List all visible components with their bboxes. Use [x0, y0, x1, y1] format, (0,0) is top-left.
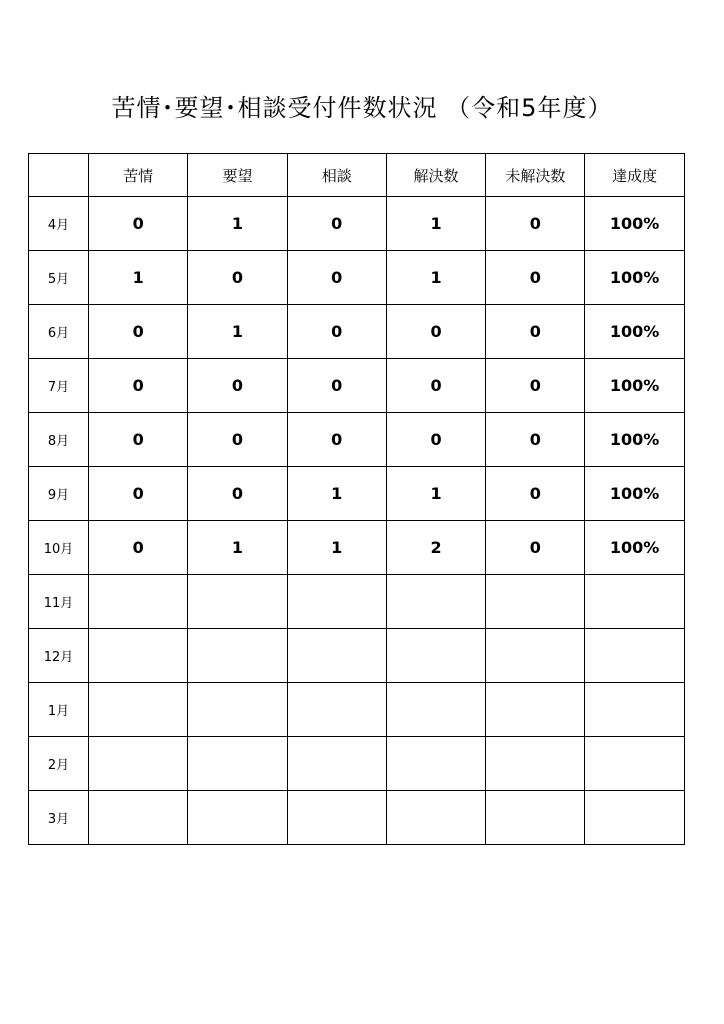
cell-achievement: 100%	[585, 305, 684, 359]
header-resolved: 解決数	[386, 154, 485, 197]
table-row	[29, 683, 685, 737]
table-row	[29, 575, 685, 629]
cell-resolved	[386, 791, 485, 845]
cell-achievement	[585, 791, 684, 845]
cell-requests: 0	[188, 359, 287, 413]
cell-unresolved	[486, 791, 585, 845]
cell-resolved: 1	[386, 251, 485, 305]
row-month-label: 2月	[29, 737, 89, 791]
cell-complaints	[89, 737, 188, 791]
cell-unresolved: 0	[486, 359, 585, 413]
cell-consultations: 0	[287, 413, 386, 467]
cell-complaints: 0	[89, 305, 188, 359]
header-month-corner	[29, 154, 89, 197]
complaints-table	[28, 153, 685, 845]
cell-resolved: 1	[386, 467, 485, 521]
cell-resolved: 1	[386, 197, 485, 251]
cell-achievement: 100%	[585, 521, 684, 575]
row-month-label: 11月	[29, 575, 89, 629]
table-row	[29, 521, 685, 575]
table-row	[29, 197, 685, 251]
cell-consultations: 1	[287, 521, 386, 575]
table-header-row	[29, 154, 685, 197]
table-row	[29, 467, 685, 521]
table-row	[29, 791, 685, 845]
cell-unresolved	[486, 575, 585, 629]
cell-resolved: 0	[386, 413, 485, 467]
cell-requests: 1	[188, 197, 287, 251]
cell-achievement: 100%	[585, 467, 684, 521]
cell-achievement: 100%	[585, 251, 684, 305]
cell-consultations	[287, 629, 386, 683]
row-month-label: 6月	[29, 305, 89, 359]
cell-complaints	[89, 629, 188, 683]
cell-resolved	[386, 737, 485, 791]
cell-resolved	[386, 629, 485, 683]
cell-requests: 1	[188, 521, 287, 575]
table-row	[29, 251, 685, 305]
cell-unresolved: 0	[486, 521, 585, 575]
cell-complaints	[89, 683, 188, 737]
cell-consultations	[287, 575, 386, 629]
table-row	[29, 359, 685, 413]
row-month-label: 12月	[29, 629, 89, 683]
row-month-label: 10月	[29, 521, 89, 575]
cell-requests	[188, 683, 287, 737]
cell-achievement: 100%	[585, 413, 684, 467]
cell-achievement: 100%	[585, 359, 684, 413]
cell-consultations: 0	[287, 197, 386, 251]
row-month-label: 9月	[29, 467, 89, 521]
cell-achievement	[585, 683, 684, 737]
header-unresolved: 未解決数	[486, 154, 585, 197]
table-row	[29, 737, 685, 791]
table-row	[29, 305, 685, 359]
cell-unresolved: 0	[486, 467, 585, 521]
cell-requests: 0	[188, 251, 287, 305]
cell-requests	[188, 575, 287, 629]
cell-complaints: 0	[89, 521, 188, 575]
cell-complaints: 1	[89, 251, 188, 305]
cell-requests	[188, 791, 287, 845]
cell-unresolved: 0	[486, 305, 585, 359]
cell-complaints: 0	[89, 413, 188, 467]
cell-complaints: 0	[89, 467, 188, 521]
cell-consultations: 1	[287, 467, 386, 521]
row-month-label: 1月	[29, 683, 89, 737]
cell-consultations: 0	[287, 251, 386, 305]
cell-resolved	[386, 575, 485, 629]
table-row	[29, 629, 685, 683]
header-complaints: 苦情	[89, 154, 188, 197]
cell-unresolved	[486, 629, 585, 683]
header-achievement: 達成度	[585, 154, 684, 197]
cell-achievement: 100%	[585, 197, 684, 251]
cell-unresolved: 0	[486, 413, 585, 467]
cell-unresolved: 0	[486, 251, 585, 305]
cell-resolved: 0	[386, 359, 485, 413]
cell-requests	[188, 629, 287, 683]
cell-achievement	[585, 737, 684, 791]
header-requests: 要望	[188, 154, 287, 197]
cell-consultations	[287, 683, 386, 737]
cell-consultations: 0	[287, 359, 386, 413]
cell-complaints	[89, 791, 188, 845]
cell-consultations	[287, 737, 386, 791]
cell-complaints: 0	[89, 359, 188, 413]
header-consultations: 相談	[287, 154, 386, 197]
cell-requests: 0	[188, 413, 287, 467]
cell-complaints	[89, 575, 188, 629]
page-title: 苦情･要望･相談受付件数状況 （令和5年度）	[111, 94, 613, 122]
cell-resolved	[386, 683, 485, 737]
row-month-label: 8月	[29, 413, 89, 467]
row-month-label: 7月	[29, 359, 89, 413]
cell-achievement	[585, 575, 684, 629]
row-month-label: 3月	[29, 791, 89, 845]
cell-requests: 0	[188, 467, 287, 521]
cell-requests	[188, 737, 287, 791]
cell-achievement	[585, 629, 684, 683]
cell-resolved: 0	[386, 305, 485, 359]
cell-consultations	[287, 791, 386, 845]
cell-unresolved: 0	[486, 197, 585, 251]
row-month-label: 5月	[29, 251, 89, 305]
cell-complaints: 0	[89, 197, 188, 251]
cell-unresolved	[486, 683, 585, 737]
cell-resolved: 2	[386, 521, 485, 575]
cell-unresolved	[486, 737, 585, 791]
cell-consultations: 0	[287, 305, 386, 359]
table-row	[29, 413, 685, 467]
cell-requests: 1	[188, 305, 287, 359]
row-month-label: 4月	[29, 197, 89, 251]
